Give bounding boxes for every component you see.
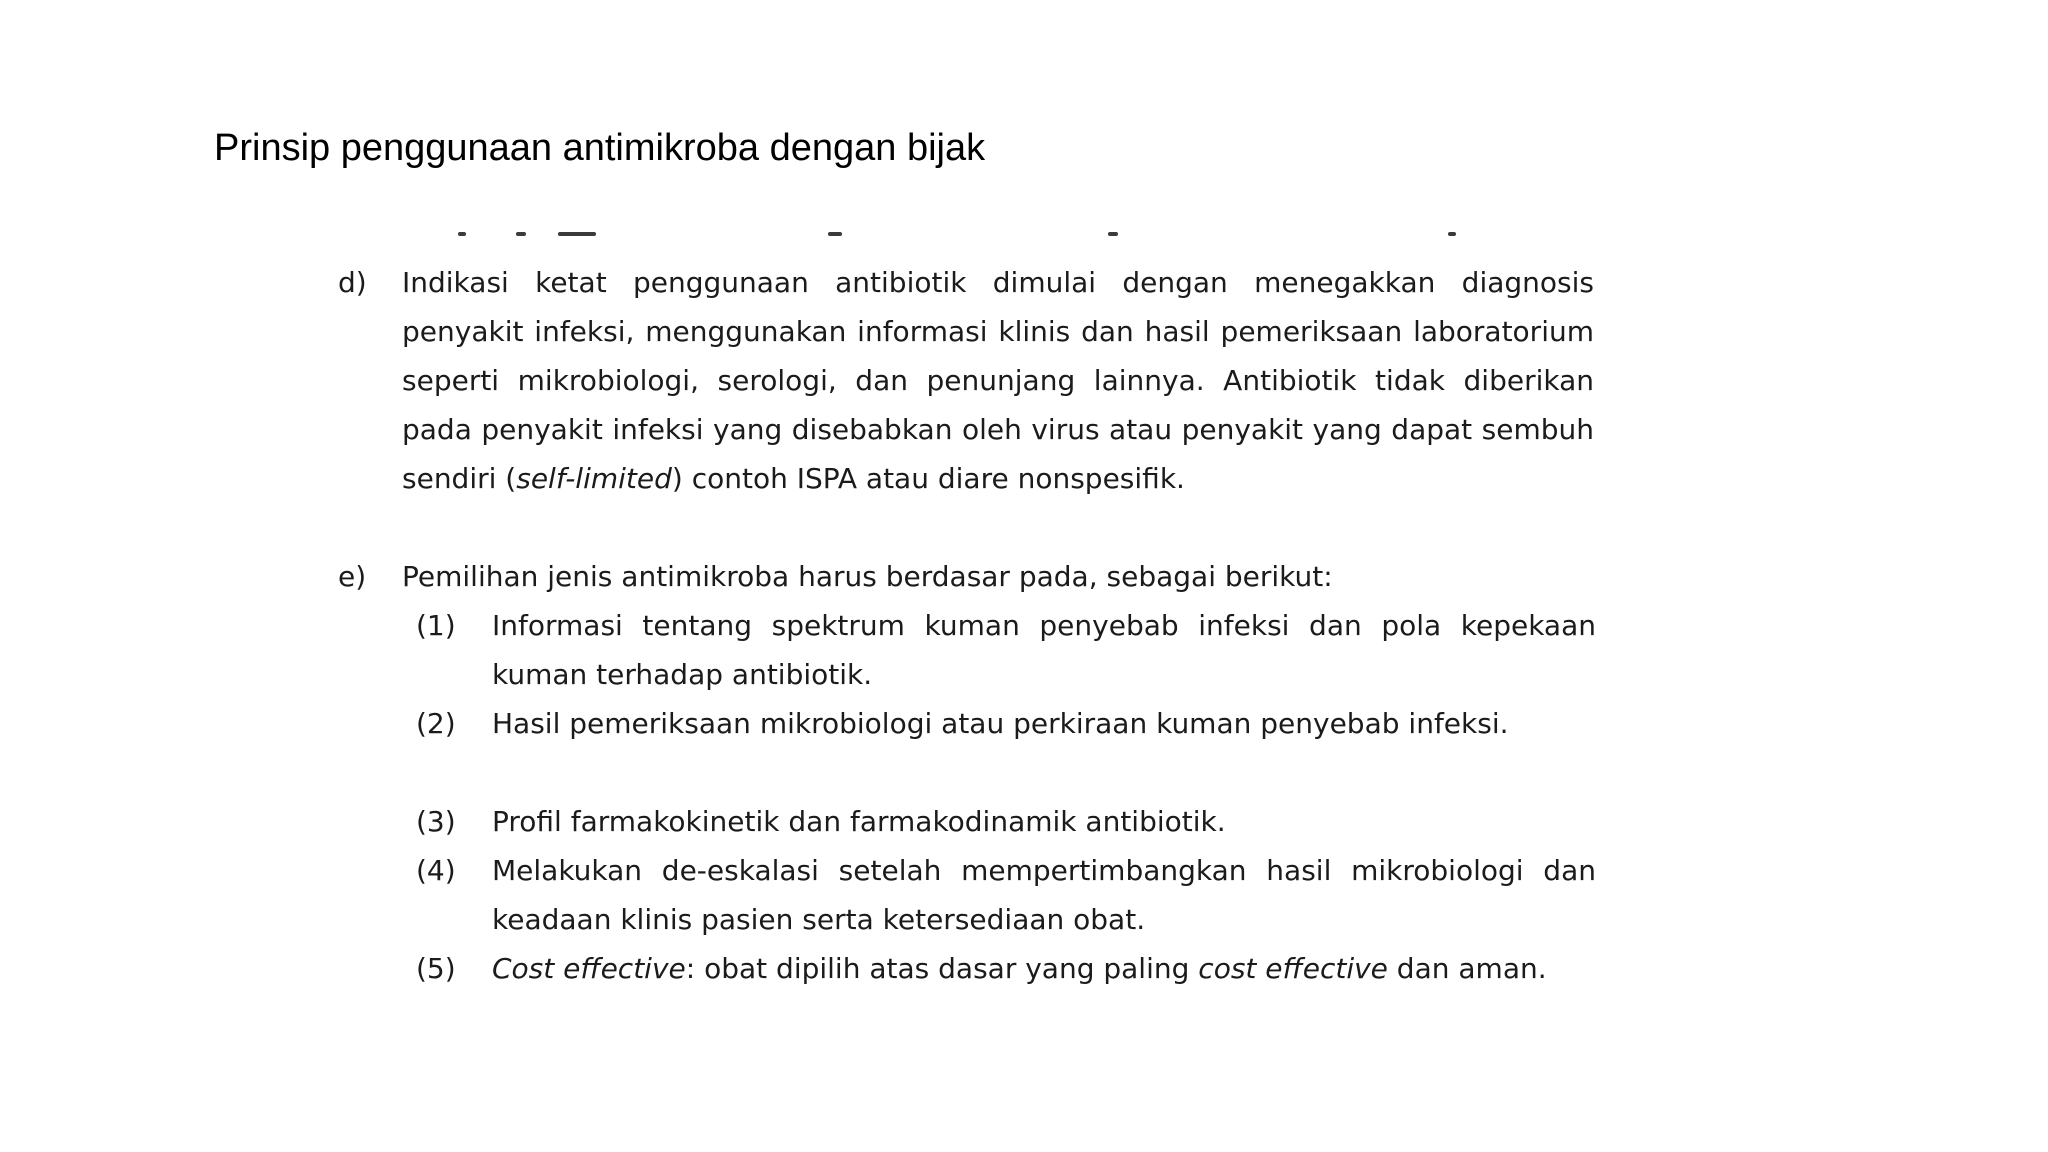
scanned-document-excerpt: [338, 226, 1598, 1026]
sub-item-text: Hasil pemeriksaan mikrobiologi atau perkiraan kuman penyebab infeksi.: [492, 707, 1509, 740]
sub-item-text: Profil farmakokinetik dan farmakodinamik antibiotik.: [492, 805, 1226, 838]
sub-item-label: (5): [416, 952, 456, 985]
sub-item-text: Melakukan de-eskalasi setelah mempertimbangkan hasil mikrobiologi dan keadaan klinis pasien serta ketersediaan obat.: [492, 854, 1596, 936]
sub-item-text: Informasi tentang spektrum kuman penyebab infeksi dan pola kepekaan kuman terhadap antibiotik.: [492, 609, 1596, 691]
sub-item-label: (4): [416, 854, 456, 887]
sub-item-label: (3): [416, 805, 456, 838]
slide-title: Prinsip penggunaan antimikroba dengan bijak: [214, 127, 986, 169]
sub-item-label: (2): [416, 707, 456, 740]
sub-item-label: (1): [416, 609, 456, 642]
list-item-text: Indikasi ketat penggunaan antibiotik dimulai dengan menegakkan diagnosis penyakit infeksi, menggunakan informasi klinis dan hasil pemeriksaan laboratorium seperti mikrobiologi, serologi, dan penunjang lainnya. Antibiotik tidak diberikan pada penyakit infeksi yang disebabkan oleh virus atau penyakit yang dapat sembuh sendiri (self-limited) contoh ISPA atau diare nonspesifik.: [402, 266, 1594, 495]
list-item-label: e): [338, 560, 367, 593]
list-item-text: Pemilihan jenis antimikroba harus berdasar pada, sebagai berikut:: [402, 560, 1333, 593]
sub-item-text: Cost effective: obat dipilih atas dasar yang paling cost effective dan aman.: [492, 952, 1547, 985]
list-item-label: d): [338, 266, 367, 299]
cut-off-previous-line: [408, 232, 1538, 238]
